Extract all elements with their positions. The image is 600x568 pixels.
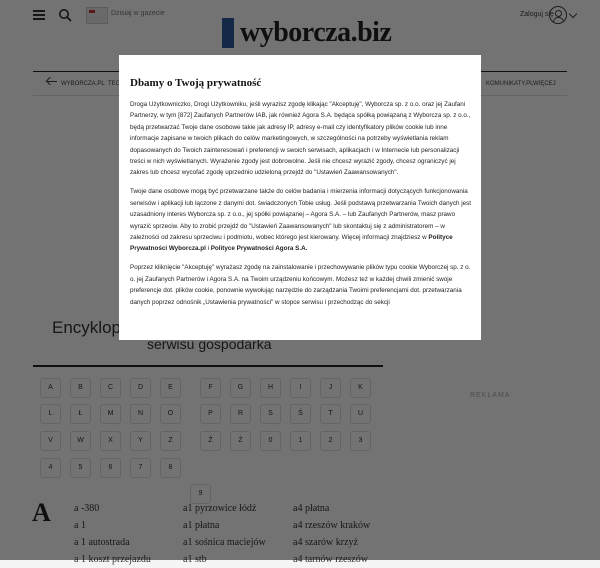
consent-paragraph-3: Poprzez kliknięcie "Akceptuję" wyrażasz zgodę na zainstalowanie i przechowywanie plików typu cookie Wyborczej sp. z o. o. jej Zaufanych Partnerów i Agora S.A. na Twoim urządzeniu końcowym. Możesz też w każdej chwili zmienić swoje preferencje dot. plików cookie, ponownie wywołując narzędzie do zarządzania Twoimi preferencjami dot. przetwarzania danych poprzez odnośnik „Ustawienia prywatności" w stopce serwisu i przechodząc do sekcji: [130, 264, 471, 306]
dialog-title: Dbamy o Twoją prywatność: [130, 77, 262, 89]
consent-paragraph-2: [130, 186, 472, 254]
and-text: i: [207, 245, 209, 253]
privacy-policy-wyborcza-link[interactable]: Polityce Prywatności Wyborcza.pl: [130, 233, 453, 253]
privacy-policy-agora-link[interactable]: Polityce Prywatności Agora S.A.: [210, 245, 308, 253]
dialog-body: [130, 99, 472, 315]
privacy-consent-dialog: [119, 55, 481, 340]
consent-paragraph-2-text: Twoje dane osobowe mogą być przetwarzane także do celów badania i mierzenia informacji dotyczących funkcjonowania serwisów i aplikacji lub łączone z danymi dot. świadczonych Tobie usług. Jeśli podstawą przetwarzania Twoich danych jest uzasadniony interes Wyborcza sp. z o.o., jej spółki powiązanej – Agora S.A. – lub Zaufanych Partnerów, masz prawo wyrazić sprzeciw. Aby to zrobić przejdź do "Ustawień Zaawansowanych" lub skontaktuj się z administratorem – w zależności od zakresu sprzeciwu i podmiotu, wobec którego jest kierowany. Więcej informacji znajdziesz w: [130, 188, 472, 241]
consent-paragraph-1: Droga Użytkowniczko, Drogi Użytkowniku, jeśli wyrazisz zgodę klikając "Akceptuję", Wyborcza sp. z o.o. oraz jej Zaufani Partnerzy, w tym [872] Zaufanych Partnerów IAB, jak również Agora S.A. będąca spółką powiązaną z Wyborcza sp. z o.o., będą przetwarzać Twoje dane osobowe takie jak adresy IP, adresy e-mail czy identyfikatory plików cookie lub inne informacje zapisane w twoich plikach do celów marketingowych, w szczególności na potrzeby wyświetlania reklam dopasowanych do Twoich zainteresowań i preferencji w swoich serwisach, aplikacjach i w Internecie lub personalizacji treści w nich wyświetlanych. Wyrażenie zgody jest dobrowolne. Jeśli nie chcesz wyrazić zgody, chcesz ograniczyć jej zakres lub chcesz wycofać zgodę uprzednio udzieloną przejdź do "Ustawień Zaawansowanych".: [130, 101, 471, 177]
